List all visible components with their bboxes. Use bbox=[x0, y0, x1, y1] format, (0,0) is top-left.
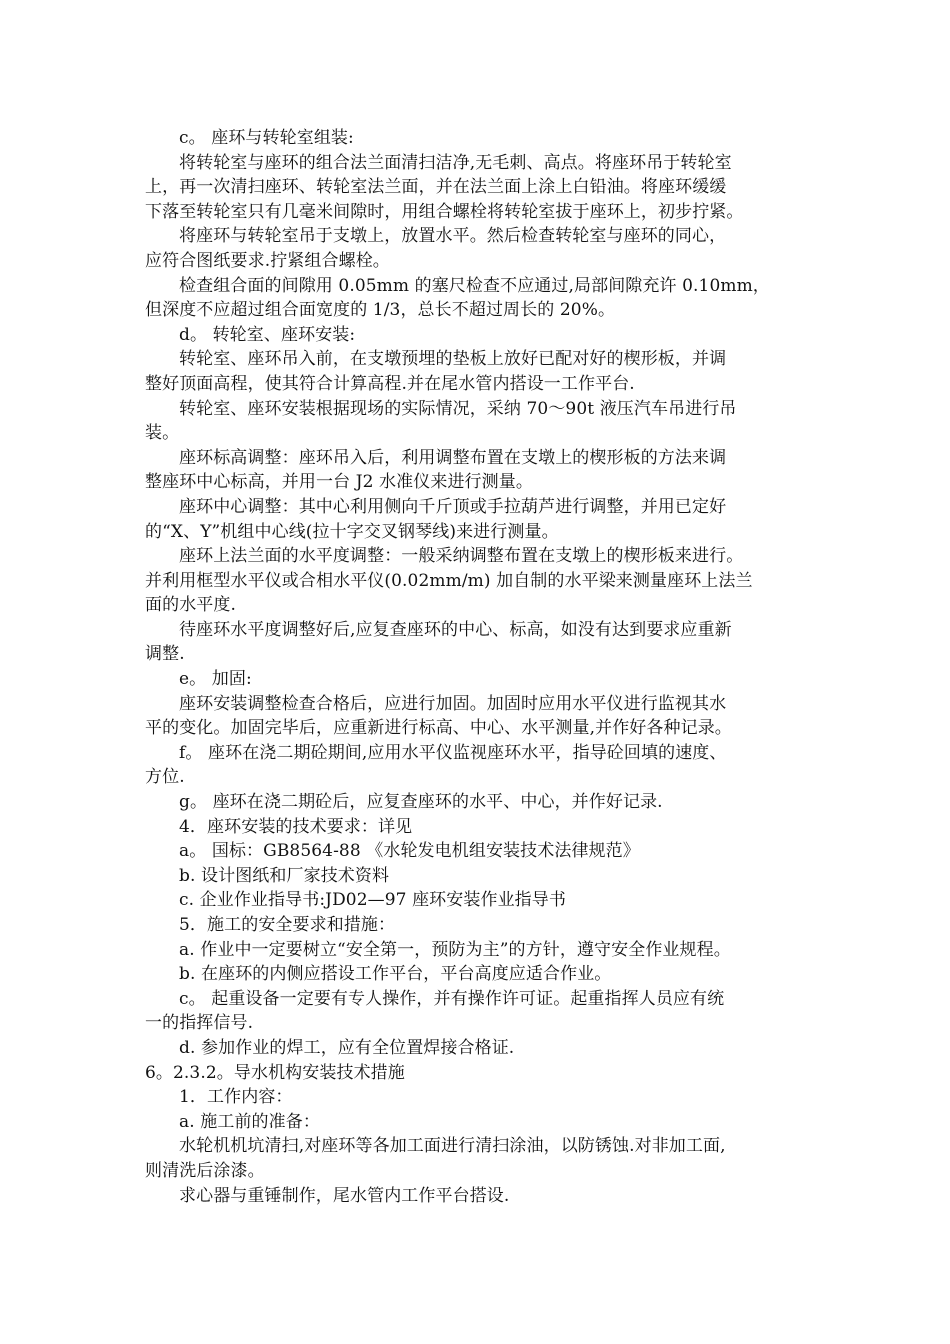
text-line: d。 转轮室、座环安装: bbox=[179, 324, 356, 345]
document-body bbox=[145, 126, 825, 1208]
text-line: 将转轮室与座环的组合法兰面清扫洁净,无毛刺、高点。将座环吊于转轮室 bbox=[179, 152, 732, 173]
text-line: 座环上法兰面的水平度调整：一般采纳调整布置在支墩上的楔形板来进行。 bbox=[179, 546, 744, 567]
text-line: 的“X、Y”机组中心线(拉十字交叉钢琴线)来进行测量。 bbox=[145, 521, 559, 542]
text-line: 1．工作内容： bbox=[179, 1087, 293, 1108]
text-line: 转轮室、座环吊入前，在支墩预埋的垫板上放好已配对好的楔形板，并调 bbox=[179, 349, 727, 370]
text-line: g。 座环在浇二期砼后，应复查座环的水平、中心，并作好记录. bbox=[179, 792, 663, 813]
text-line: c. 企业作业指导书:JD02—97 座环安装作业指导书 bbox=[179, 890, 566, 911]
text-line: b. 设计图纸和厂家技术资料 bbox=[179, 865, 390, 886]
text-line: 座环标高调整：座环吊入后，利用调整布置在支墩上的楔形板的方法来调 bbox=[179, 447, 727, 468]
text-line: 上，再一次清扫座环、转轮室法兰面，并在法兰面上涂上白铅油。将座环缓缓 bbox=[145, 177, 727, 198]
text-line: a. 作业中一定要树立“安全第一，预防为主”的方针，遵守安全作业规程。 bbox=[179, 939, 731, 960]
text-line: 平的变化。加固完毕后，应重新进行标高、中心、水平测量,并作好各种记录。 bbox=[145, 718, 732, 739]
text-line: 检查组合面的间隙用 0.05mm 的塞尺检查不应通过,局部间隙充许 0.10mm， bbox=[179, 275, 770, 296]
text-line: 整好顶面高程，使其符合计算高程.并在尾水管内搭设一工作平台. bbox=[145, 373, 635, 394]
text-line: 但深度不应超过组合面宽度的 1/3，总长不超过周长的 20%。 bbox=[145, 300, 616, 321]
text-line: 待座环水平度调整好后,应复查座环的中心、标高，如没有达到要求应重新 bbox=[179, 619, 732, 640]
text-line: 装。 bbox=[145, 423, 180, 444]
text-line: e。 加固: bbox=[179, 669, 252, 690]
text-line: c。 座环与转轮室组装: bbox=[179, 128, 354, 148]
text-line: b. 在座环的内侧应搭设工作平台，平台高度应适合作业。 bbox=[179, 964, 612, 985]
text-line: 一的指挥信号. bbox=[145, 1013, 254, 1034]
text-line: 下落至转轮室只有几毫米间隙时，用组合螺栓将转轮室拔于座环上，初步拧紧。 bbox=[145, 201, 744, 222]
text-line: 将座环与转轮室吊于支墩上，放置水平。然后检查转轮室与座环的同心， bbox=[179, 226, 727, 247]
text-line: 4．座环安装的技术要求：详见 bbox=[179, 816, 413, 837]
text-line: 并利用框型水平仪或合相水平仪(0.02mm/m) 加自制的水平梁来测量座环上法兰 bbox=[145, 570, 753, 591]
text-line: 方位. bbox=[145, 767, 185, 788]
text-line: 则清洗后涂漆。 bbox=[145, 1160, 265, 1181]
text-line: a. 施工前的准备： bbox=[179, 1111, 320, 1132]
text-line: 6。2.3.2。导水机构安装技术措施 bbox=[145, 1062, 405, 1083]
text-line: f。 座环在浇二期砼期间,应用水平仪监视座环水平，指导砼回填的速度、 bbox=[179, 742, 727, 763]
text-line: 转轮室、座环安装根据现场的实际情况，采纳 70～90t 液压汽车吊进行吊 bbox=[179, 398, 737, 419]
text-line: 5．施工的安全要求和措施： bbox=[179, 915, 396, 935]
text-line: a。 国标：GB8564-88 《水轮发电机组安装技术法律规范》 bbox=[179, 841, 640, 862]
text-line: 座环安装调整检查合格后，应进行加固。加固时应用水平仪进行监视其水 bbox=[179, 693, 727, 714]
text-line: 求心器与重锤制作，尾水管内工作平台搭设. bbox=[179, 1185, 510, 1206]
text-line: d. 参加作业的焊工，应有全位置焊接合格证. bbox=[179, 1037, 515, 1058]
text-line: 座环中心调整：其中心利用侧向千斤顶或手拉葫芦进行调整，并用已定好 bbox=[179, 496, 727, 517]
text-line: 调整. bbox=[145, 644, 185, 665]
text-line: 水轮机机坑清扫,对座环等各加工面进行清扫涂油，以防锈蚀.对非加工面, bbox=[179, 1136, 726, 1157]
text-line: 整座环中心标高，并用一台 J2 水准仪来进行测量。 bbox=[145, 472, 533, 493]
text-line: 应符合图纸要求.拧紧组合螺栓。 bbox=[145, 250, 390, 271]
text-line: c。 起重设备一定要有专人操作，并有操作许可证。起重指挥人员应有统 bbox=[179, 988, 725, 1009]
text-line: 面的水平度. bbox=[145, 595, 237, 616]
